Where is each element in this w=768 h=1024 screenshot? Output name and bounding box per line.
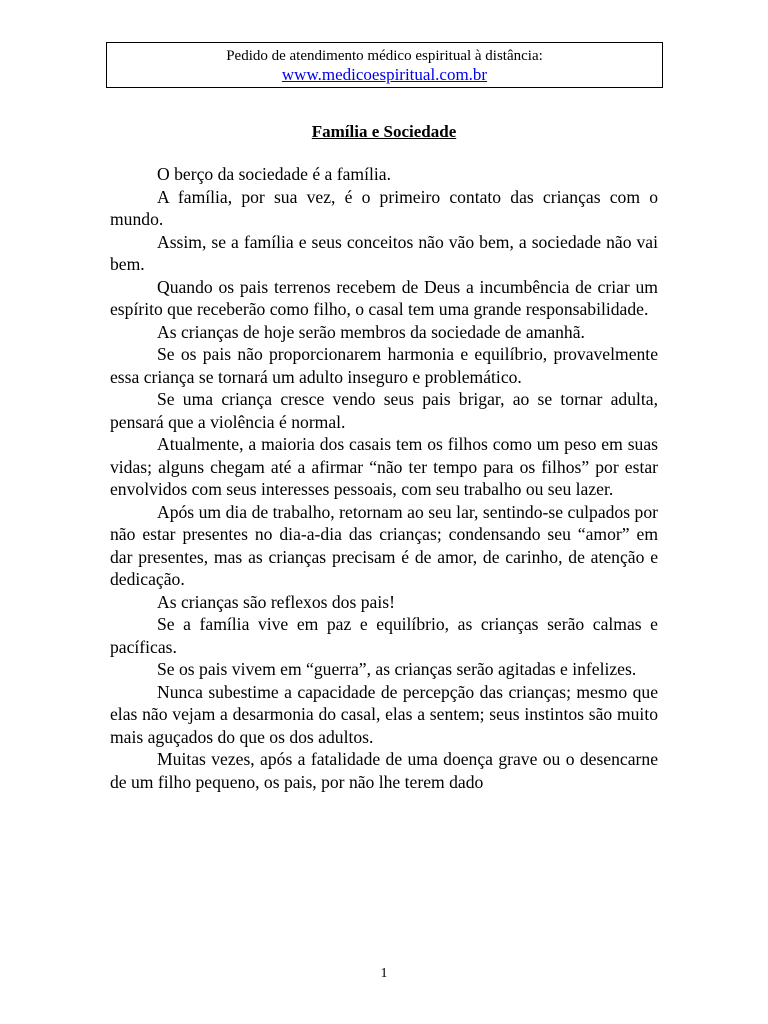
header-box — [106, 42, 663, 88]
header-title: Pedido de atendimento médico espiritual à distância: — [226, 48, 543, 64]
paragraph: Assim, se a família e seus conceitos não vão bem, a sociedade não vai bem. — [110, 231, 658, 274]
page-number: 1 — [380, 966, 388, 981]
paragraph: Se os pais não proporcionarem harmonia e equilíbrio, provavelmente essa criança se tornará um adulto inseguro e problemático. — [110, 344, 658, 387]
paragraph: Após um dia de trabalho, retornam ao seu lar, sentindo-se culpados por não estar presentes no dia-a-dia das crianças; condensando seu “amor” em dar presentes, mas as crianças precisam é de amor, de carinho, de atenção e dedicação. — [110, 501, 658, 589]
paragraph: A família, por sua vez, é o primeiro contato das crianças com o mundo. — [110, 186, 658, 229]
document-body — [110, 163, 658, 793]
paragraph: As crianças de hoje serão membros da sociedade de amanhã. — [157, 321, 585, 342]
paragraph: Se os pais vivem em “guerra”, as crianças serão agitadas e infelizes. — [157, 659, 637, 679]
paragraph: O berço da sociedade é a família. — [157, 164, 391, 184]
paragraph: Nunca subestime a capacidade de percepção das crianças; mesmo que elas não vejam a desarmonia do casal, elas a sentem; seus instintos são muito mais aguçados do que os dos adultos. — [110, 681, 658, 747]
paragraph: Quando os pais terrenos recebem de Deus a incumbência de criar um espírito que receberão como filho, o casal tem uma grande responsabilidade. — [110, 276, 658, 319]
paragraph: Muitas vezes, após a fatalidade de uma doença grave ou o desencarne de um filho pequeno, os pais, por não lhe terem dado — [110, 749, 658, 792]
paragraph: As crianças são reflexos dos pais! — [157, 591, 395, 612]
paragraph: Atualmente, a maioria dos casais tem os filhos como um peso em suas vidas; alguns chegam até a afirmar “não ter tempo para os filhos” por estar envolvidos com seus interesses pessoais, com seu trabalho ou seu lazer. — [110, 434, 658, 499]
website-link[interactable]: www.medicoespiritual.com.br — [281, 65, 488, 84]
paragraph: Se a família vive em paz e equilíbrio, as crianças serão calmas e pacíficas. — [110, 614, 658, 657]
document-title: Família e Sociedade — [311, 122, 457, 141]
paragraph: Se uma criança cresce vendo seus pais brigar, ao se tornar adulta, pensará que a violência é normal. — [110, 389, 658, 432]
